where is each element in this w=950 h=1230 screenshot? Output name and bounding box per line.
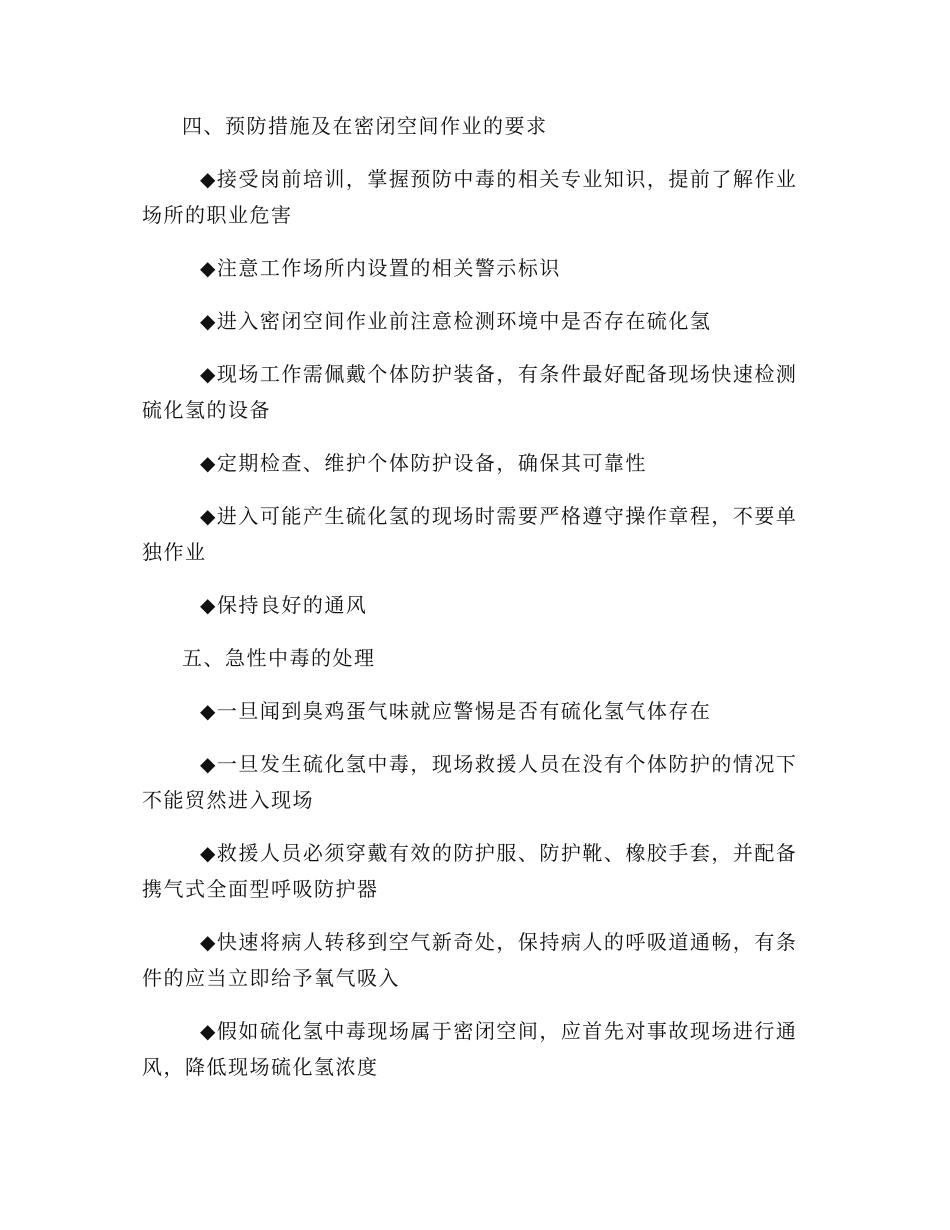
section-heading-prevention: 四、预防措施及在密闭空间作业的要求 — [182, 114, 548, 138]
bullet-warning-signs: ◆注意工作场所内设置的相关警示标识 — [200, 256, 561, 280]
bullet-fresh-air: ◆快速将病人转移到空气新奇处，保持病人的呼吸道通畅，有条件的应当立即给予氧气吸入 — [142, 930, 798, 990]
bullet-follow-procedures: ◆进入可能产生硫化氢的现场时需要严格遵守操作章程，不要单独作业 — [142, 504, 798, 564]
document-body — [142, 108, 808, 1102]
bullet-confined-space-ventilation: ◆假如硫化氢中毒现场属于密闭空间，应首先对事故现场进行通风，降低现场硫化氢浓度 — [142, 1019, 798, 1079]
section-heading-acute-poisoning: 五、急性中毒的处理 — [182, 646, 376, 670]
bullet-no-rash-entry: ◆一旦发生硫化氢中毒，现场救援人员在没有个体防护的情况下不能贸然进入现场 — [142, 752, 798, 812]
bullet-rescuer-gear: ◆救援人员必须穿戴有效的防护服、防护靴、橡胶手套，并配备携气式全面型呼吸防护器 — [142, 841, 798, 901]
bullet-rotten-egg-smell: ◆一旦闻到臭鸡蛋气味就应警惕是否有硫化氢气体存在 — [200, 699, 712, 723]
bullet-maintenance: ◆定期检查、维护个体防护设备，确保其可靠性 — [200, 451, 647, 475]
bullet-training: ◆接受岗前培训，掌握预防中毒的相关专业知识，提前了解作业场所的职业危害 — [142, 167, 798, 227]
bullet-ventilation: ◆保持良好的通风 — [200, 593, 368, 617]
bullet-protective-equipment: ◆现场工作需佩戴个体防护装备，有条件最好配备现场快速检测硫化氢的设备 — [142, 362, 798, 422]
bullet-detect-h2s: ◆进入密闭空间作业前注意检测环境中是否存在硫化氢 — [200, 309, 712, 333]
